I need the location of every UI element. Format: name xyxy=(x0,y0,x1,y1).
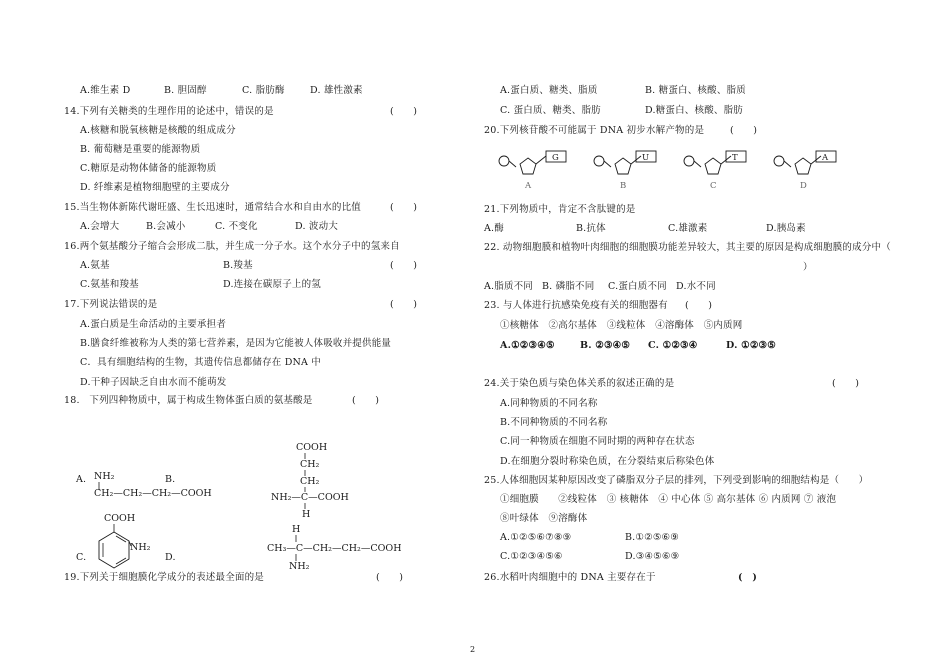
q16-option-b: B.羧基 xyxy=(223,260,253,271)
q25-option-a: A.①②⑤⑥⑦⑧⑨ xyxy=(500,532,572,543)
q16-option-d: D.连接在碳原子上的氢 xyxy=(223,279,321,290)
q17-stem: 17.下列说法错误的是 xyxy=(64,299,158,310)
q25-option-c: C.①②③④⑤⑥ xyxy=(500,551,563,562)
q19-option-d: D.糖蛋白、核酸、脂肪 xyxy=(645,105,743,116)
q19-option-b: B. 糖蛋白、核酸、脂质 xyxy=(645,85,746,96)
struct-b-ch2-upper: CH₂ xyxy=(300,459,320,470)
q13-option-a: A.维生素 D xyxy=(80,85,131,96)
q16-answer-paren: ( ) xyxy=(390,260,418,271)
q17-option-c: C．具有细胞结构的生物，其遗传信息都储存在 DNA 中 xyxy=(80,357,321,368)
q14-option-c: C.糖原是动物体储备的能源物质 xyxy=(80,163,217,174)
struct-b-ch2-lower: CH₂ xyxy=(300,476,320,487)
q19-answer-paren: ( ) xyxy=(376,572,404,583)
struct-d-main: CH₃—C—CH₂—CH₂—COOH xyxy=(267,543,402,554)
struct-a-nh2: NH₂ xyxy=(94,471,115,482)
q15-stem: 15.当生物体新陈代谢旺盛、生长迅速时，通常结合水和自由水的比值 xyxy=(64,202,362,213)
q25-option-d: D.③④⑤⑥⑨ xyxy=(625,551,680,562)
q14-answer-paren: ( ) xyxy=(390,106,418,117)
q23-stem: 23. 与人体进行抗感染免疫有关的细胞器有 xyxy=(484,300,668,311)
struct-b-h: H xyxy=(302,509,311,520)
struct-b-main: NH₂—C—COOH xyxy=(271,492,349,503)
struct-d-h: H xyxy=(292,524,301,535)
q14-stem: 14.下列有关糖类的生理作用的论述中，错误的是 xyxy=(64,106,274,117)
struct-a-chain: CH₂—CH₂—CH₂—COOH xyxy=(94,488,212,499)
q16-option-a: A.氨基 xyxy=(80,260,110,271)
struct-b-cooh: COOH xyxy=(296,442,328,453)
q26-stem: 26.水稻叶肉细胞中的 DNA 主要存在于 xyxy=(484,572,656,583)
q18-label-d: D. xyxy=(165,552,176,563)
q13-option-c: C. 脂肪酶 xyxy=(242,85,285,96)
base-g: G xyxy=(552,153,559,163)
q23-option-c: C. ①②③④ xyxy=(648,340,698,351)
q19-option-c: C. 蛋白质、糖类、脂肪 xyxy=(500,105,601,116)
q14-option-a: A.核糖和脱氧核糖是核酸的组成成分 xyxy=(80,125,236,136)
q16-stem: 16.两个氨基酸分子缩合会形成二肽，并生成一分子水。这个水分子中的氢来自 xyxy=(64,241,400,252)
q17-option-d: D.干种子因缺乏自由水而不能萌发 xyxy=(80,377,227,388)
struct-c-nh2: NH₂ xyxy=(130,542,151,553)
q15-answer-paren: ( ) xyxy=(390,202,418,213)
q24-option-a: A.同种物质的不同名称 xyxy=(500,398,598,409)
q13-option-d: D. 雄性激素 xyxy=(310,85,363,96)
q25-items-line2: ⑧叶绿体 ⑨溶酶体 xyxy=(500,513,588,524)
q23-option-d: D. ①②③⑤ xyxy=(726,340,776,351)
q23-option-b: B. ②③④⑤ xyxy=(580,340,631,351)
q24-answer-paren: ( ) xyxy=(832,378,860,389)
q24-option-b: B.不同种物质的不同名称 xyxy=(500,417,608,428)
nucleotide-label-c: C xyxy=(710,181,717,191)
q25-stem: 25.人体细胞因某种原因改变了磷脂双分子层的排列，下列受到影响的细胞结构是（ ） xyxy=(484,475,869,486)
q24-stem: 24.关于染色质与染色体关系的叙述正确的是 xyxy=(484,378,675,389)
q25-option-b: B.①②⑤⑥⑨ xyxy=(625,532,679,543)
q17-option-a: A.蛋白质是生命活动的主要承担者 xyxy=(80,319,227,330)
q21-option-a: A.酶 xyxy=(484,223,504,234)
q25-items-line1: ①细胞膜 ②线粒体 ③ 核糖体 ④ 中心体 ⑤ 高尔基体 ⑥ 内质网 ⑦ 液泡 xyxy=(500,494,837,505)
q17-option-b: B.膳食纤维被称为人类的第七营养素，是因为它能被人体吸收并提供能量 xyxy=(80,338,392,349)
q21-option-c: C.雄激素 xyxy=(668,223,708,234)
q21-option-d: D.胰岛素 xyxy=(766,223,806,234)
q20-stem: 20.下列核苷酸不可能属于 DNA 初步水解产物的是 xyxy=(484,125,705,136)
q18-label-c: C. xyxy=(76,552,87,563)
nucleotide-label-b: B xyxy=(620,181,627,191)
q14-option-d: D. 纤维素是植物细胞壁的主要成分 xyxy=(80,182,230,193)
q22-option-a: A.脂质不同 xyxy=(484,281,534,292)
q15-option-a: A.会增大 xyxy=(80,221,120,232)
q15-option-b: B.会减小 xyxy=(146,221,186,232)
nucleotide-label-d: D xyxy=(800,181,807,191)
q22-option-d: D.水不同 xyxy=(676,281,716,292)
q18-label-a: A. xyxy=(76,474,87,485)
q16-option-c: C.氨基和羧基 xyxy=(80,279,139,290)
q24-option-c: C.同一种物质在细胞不同时期的两种存在状态 xyxy=(500,436,695,447)
q22-option-b: B. 磷脂不同 xyxy=(542,281,595,292)
q26-answer-paren: ( ) xyxy=(738,572,758,583)
q18-answer-paren: ( ) xyxy=(352,395,380,406)
nucleotide-label-a: A xyxy=(525,181,532,191)
q21-option-b: B.抗体 xyxy=(576,223,606,234)
q22-paren-close: ） xyxy=(803,262,813,273)
q24-option-d: D.在细胞分裂时称染色质，在分裂结束后称染色体 xyxy=(500,456,715,467)
q20-answer-paren: ( ) xyxy=(730,125,758,136)
base-a: A xyxy=(822,153,829,163)
q19-option-a: A.蛋白质、糖类、脂质 xyxy=(500,85,598,96)
q18-stem: 18. 下列四种物质中，属于构成生物体蛋白质的氨基酸是 xyxy=(64,395,313,406)
q18-label-b: B. xyxy=(165,474,176,485)
q23-answer-paren: ( ) xyxy=(685,300,713,311)
struct-d-nh2: NH₂ xyxy=(289,561,310,572)
q17-answer-paren: ( ) xyxy=(390,299,418,310)
q23-items: ①核糖体 ②高尔基体 ③线粒体 ④溶酶体 ⑤内质网 xyxy=(500,320,743,331)
q20-nucleotide-diagrams xyxy=(0,0,950,200)
q15-option-c: C. 不变化 xyxy=(215,221,258,232)
page-number: 2 xyxy=(470,645,476,654)
q22-stem: 22. 动物细胞膜和植物叶肉细胞的细胞膜功能差异较大，其主要的原因是构成细胞膜的成分中（ xyxy=(484,242,891,253)
q22-option-c: C.蛋白质不同 xyxy=(608,281,667,292)
q14-option-b: B. 葡萄糖是重要的能源物质 xyxy=(80,144,201,155)
struct-c-cooh: COOH xyxy=(104,513,136,524)
q15-option-d: D. 波动大 xyxy=(295,221,339,232)
base-u: U xyxy=(642,153,650,163)
q23-option-a: A.①②③④⑤ xyxy=(500,340,555,351)
base-t: T xyxy=(732,153,738,163)
q19-stem: 19.下列关于细胞膜化学成分的表述最全面的是 xyxy=(64,572,265,583)
q21-stem: 21.下列物质中，肯定不含肽键的是 xyxy=(484,204,636,215)
q13-option-b: B. 胆固醇 xyxy=(164,85,207,96)
